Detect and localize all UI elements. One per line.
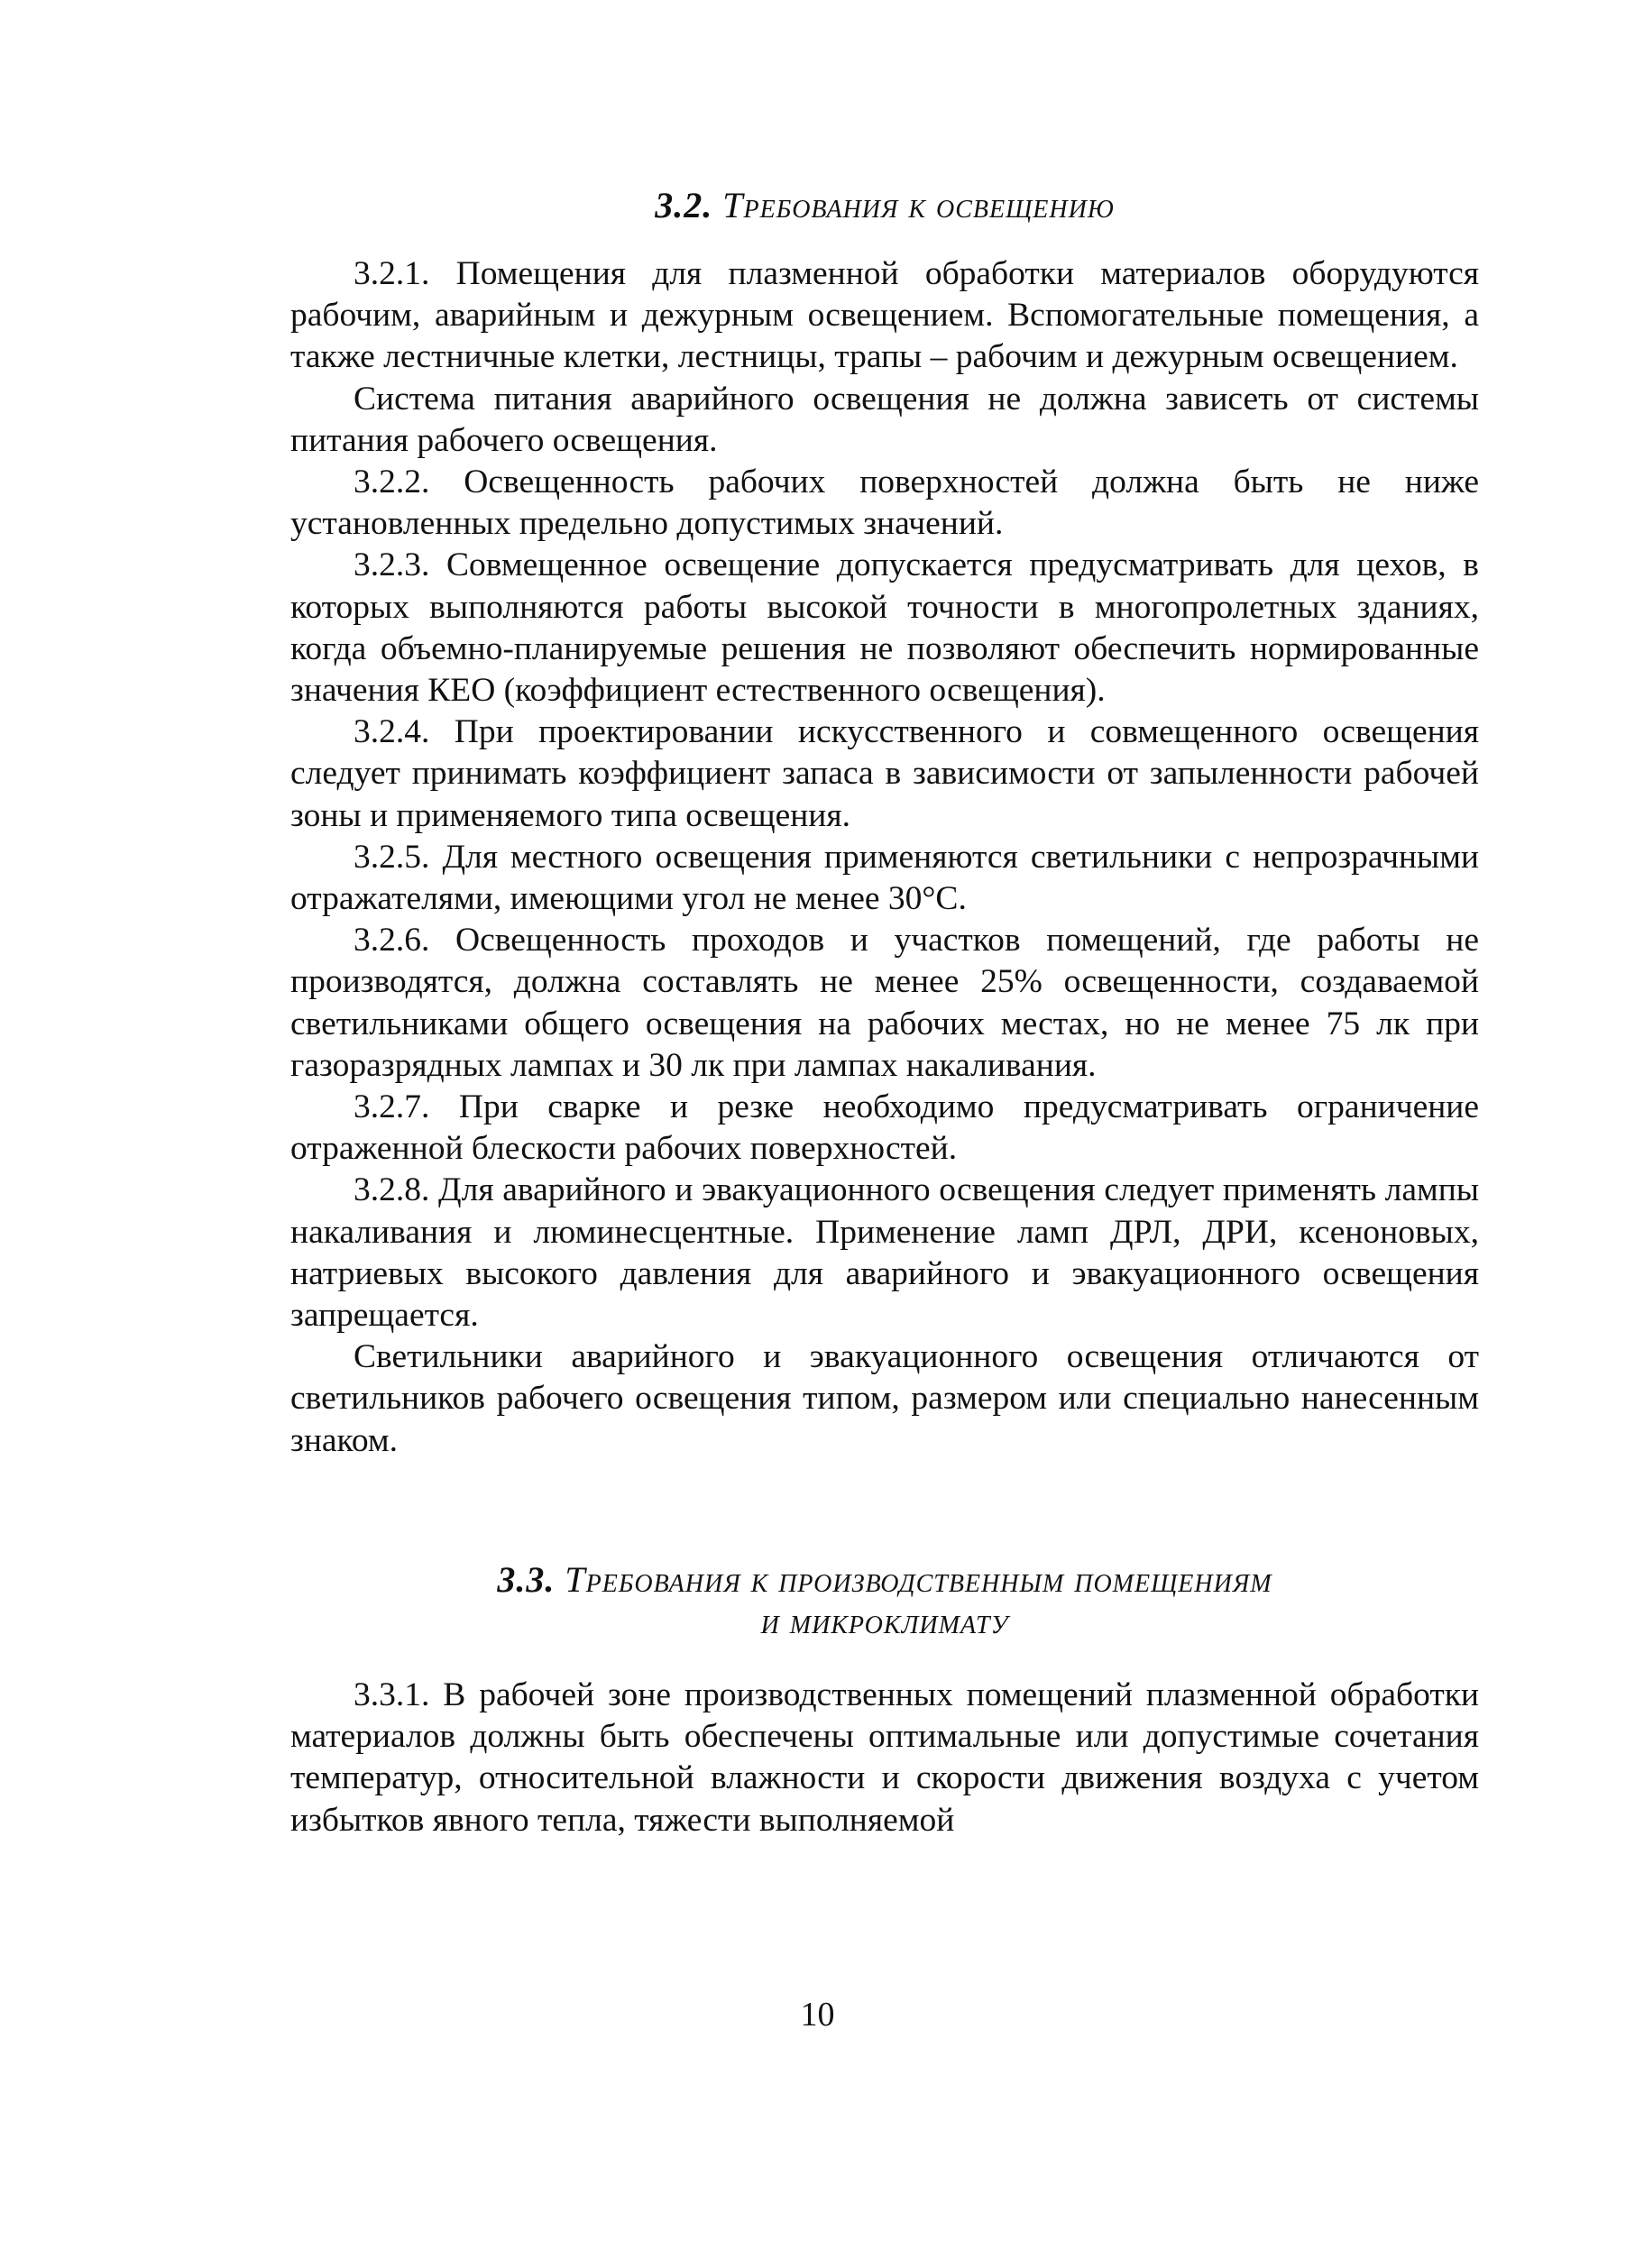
section-title-line-2: и микроклимату: [760, 1600, 1009, 1641]
paragraph: 3.2.4. При проектировании искусственного и совмещенного освещения следует принимать коэффициент запаса в зависимости от запыленности рабочей зоны и применяемого типа освещения.: [290, 713, 1479, 834]
section-number: 3.3.: [497, 1558, 556, 1600]
section-number: 3.2.: [655, 185, 713, 225]
paragraph: 3.3.1. В рабочей зоне производственных помещений плазменной обработки материалов должны быть обеспечены оптимальные или допустимые сочетания температур, относительной влажности и скорости движения воздуха с учетом избытков явного тепла, тяжести выполняемой: [290, 1676, 1479, 1839]
paragraph: 3.2.3. Совмещенное освещение допускается предусматривать для цехов, в которых выполняются работы высокой точности в многопролетных зданиях, когда объемно-планируемые решения не позволяют обеспечить нормированные значения КЕО (коэффициент естественного освещения).: [290, 546, 1479, 710]
paragraph: 3.2.2. Освещенность рабочих поверхностей должна быть не ниже установленных предельно допустимых значений.: [290, 464, 1479, 543]
section-title: Требования к освещению: [722, 185, 1115, 225]
section-3-3-body: [290, 1675, 1479, 1841]
paragraph: 3.2.5. Для местного освещения применяются светильники с непрозрачными отражателями, имеющими угол не менее 30°С.: [290, 838, 1479, 918]
paragraph: 3.2.8. Для аварийного и эвакуационного освещения следует применять лампы накаливания и люминесцентные. Применение ламп ДРЛ, ДРИ, ксеноновых, натриевых высокого давления для аварийного и эвакуационного освещения запрещается.: [290, 1171, 1479, 1335]
paragraph: Система питания аварийного освещения не должна зависеть от системы питания рабочего освещения.: [290, 380, 1479, 459]
section-3-2-body: [290, 253, 1479, 1462]
paragraph: 3.2.1. Помещения для плазменной обработки материалов оборудуются рабочим, аварийным и дежурным освещением. Вспомогательные помещения, а также лестничные клетки, лестницы, трапы – рабочим и дежурным освещением.: [290, 255, 1479, 376]
section-heading-3-3: [290, 1559, 1479, 1642]
section-heading-3-2: [290, 185, 1479, 226]
section-title-line-1: Требования к производственным помещениям: [565, 1558, 1272, 1600]
paragraph: Светильники аварийного и эвакуационного освещения отличаются от светильников рабочего освещения типом, размером или специально нанесенным знаком.: [290, 1338, 1479, 1459]
paragraph: 3.2.7. При сварке и резке необходимо предусматривать ограничение отраженной блескости рабочих поверхностей.: [290, 1088, 1479, 1168]
document-page: [290, 185, 1479, 1841]
paragraph: 3.2.6. Освещенность проходов и участков помещений, где работы не производятся, должна составлять не менее 25% освещенности, создаваемой светильниками общего освещения на рабочих местах, но не менее 75 лк при газоразрядных лампах и 30 лк при лампах накаливания.: [290, 922, 1479, 1084]
page-number: 10: [800, 1996, 835, 2034]
